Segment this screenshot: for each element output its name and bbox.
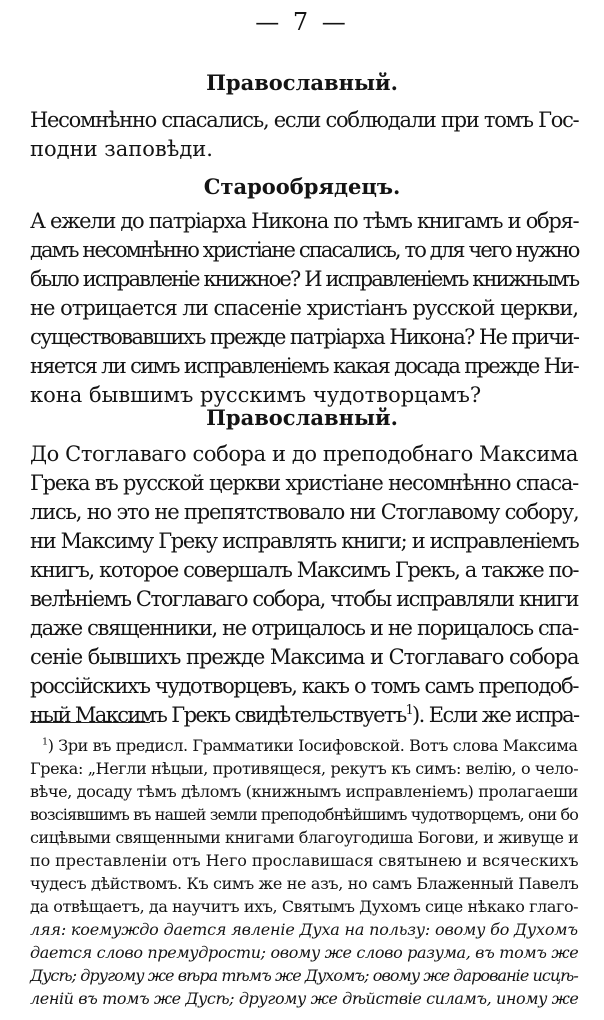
text-line: даже священники, не отрицалось и не порицалось спа- [30, 616, 578, 640]
footnote-divider [30, 722, 150, 723]
footnote [30, 734, 578, 1010]
text-line: россійскихъ чудотворцевъ, какъ о томъ самъ преподоб- [30, 674, 579, 698]
text-line-with-footnote-ref [30, 701, 578, 730]
text-line: сеніе бывшихъ прежде Максима и Стоглаваго собора [30, 645, 579, 669]
page-number: — 7 — [255, 8, 349, 36]
footnote-line [30, 734, 578, 757]
text-line: Несомнѣнно спасались, если соблюдали при томъ Гос- [30, 108, 579, 132]
footnote-line: Грека: „Негли нѣцыи, противящеся, рекутъ къ симъ: велію, о чело- [30, 759, 579, 778]
paragraph-3 [30, 440, 578, 730]
text-line: няется ли симъ исправленіемъ какая досада прежде Ни- [30, 354, 578, 378]
footnote-line-italic: Дусѣ; другому же вѣра тѣмъ же Духомъ; овому же дарованіе исцѣ- [30, 966, 578, 985]
text-line: Грека въ русской церкви христіане несомнѣнно спаса- [30, 471, 578, 495]
text-line: не отрицается ли спасеніе христіанъ русской церкви, [30, 296, 578, 320]
footnote-line: сицѣвыми священными книгами благоугодиша Богови, и живуще и [30, 828, 579, 847]
speaker-heading-orthodox-2: Православный. [206, 405, 398, 430]
text-line: кона бывшимъ русскимъ чудотворцамъ? [30, 383, 482, 407]
footnote-line: по преставленіи отъ Него прославишася святынею и всяческихъ [30, 851, 579, 870]
text-line: ни Максиму Греку исправлять книги; и исправленіемъ [30, 529, 579, 553]
footnote-line-italic: дается слово премудрости; овому же слово разума, въ томъ же [30, 943, 579, 962]
footnote-line: вѣче, досаду тѣмъ дѣломъ (книжнымъ исправленіемъ) пролагаеши [30, 782, 578, 801]
footnote-line-italic: ляя: коемуждо дается явленіе Духа на пользу: овому бо Духомъ [30, 920, 578, 939]
footnote-reference[interactable]: 1 [405, 702, 413, 717]
speaker-heading-orthodox: Православный. [206, 70, 398, 95]
text-line: книгъ, которое совершалъ Максимъ Грекъ, а также по- [30, 558, 579, 582]
footnote-line: да отвѣщаетъ, да научитъ ихъ, Святымъ Духомъ сице нѣкако глаго- [30, 897, 579, 916]
text-line: лись, но это не препятствовало ни Стоглавому собору, [30, 500, 579, 524]
text-line: До Стоглаваго собора и до преподобнаго Максима [30, 442, 578, 466]
text-line: существовавшихъ прежде патріарха Никона? Не причи- [30, 325, 579, 349]
text-line: было исправленіе книжное? И исправленіемъ книжнымъ [30, 267, 579, 291]
text-fragment: ) Зри въ предисл. Грамматики Іосифовской. Вотъ слова Максима [47, 736, 578, 755]
text-line: велѣніемъ Стоглаваго собора, чтобы исправляли книги [30, 587, 579, 611]
text-line: А ежели до патріарха Никона по тѣмъ книгамъ и обря- [30, 209, 579, 233]
footnote-line: возсіявшимъ въ нашей земли преподобнѣйшимъ чудотворцемъ, они бо [30, 805, 579, 824]
footnote-line: чудесъ дѣйствомъ. Къ симъ же не азъ, но самъ Блаженный Павелъ [30, 874, 579, 893]
text-line: подни заповѣди. [30, 137, 213, 161]
text-line: дамъ несомнѣнно христіане спасались, то для чего нужно [30, 238, 579, 262]
footnote-line-italic: леній въ томъ же Дусѣ; другому же дѣйствіе силамъ, иному же [30, 989, 579, 1008]
paragraph-1 [30, 106, 578, 164]
speaker-heading-old-believer: Старообрядецъ. [203, 174, 401, 199]
footnote-mark: 1 [42, 736, 48, 748]
paragraph-2 [30, 207, 578, 410]
text-fragment: ). Если же испра- [412, 703, 579, 727]
text-fragment: ный Максимъ Грекъ свидѣтельствуетъ [30, 703, 406, 727]
